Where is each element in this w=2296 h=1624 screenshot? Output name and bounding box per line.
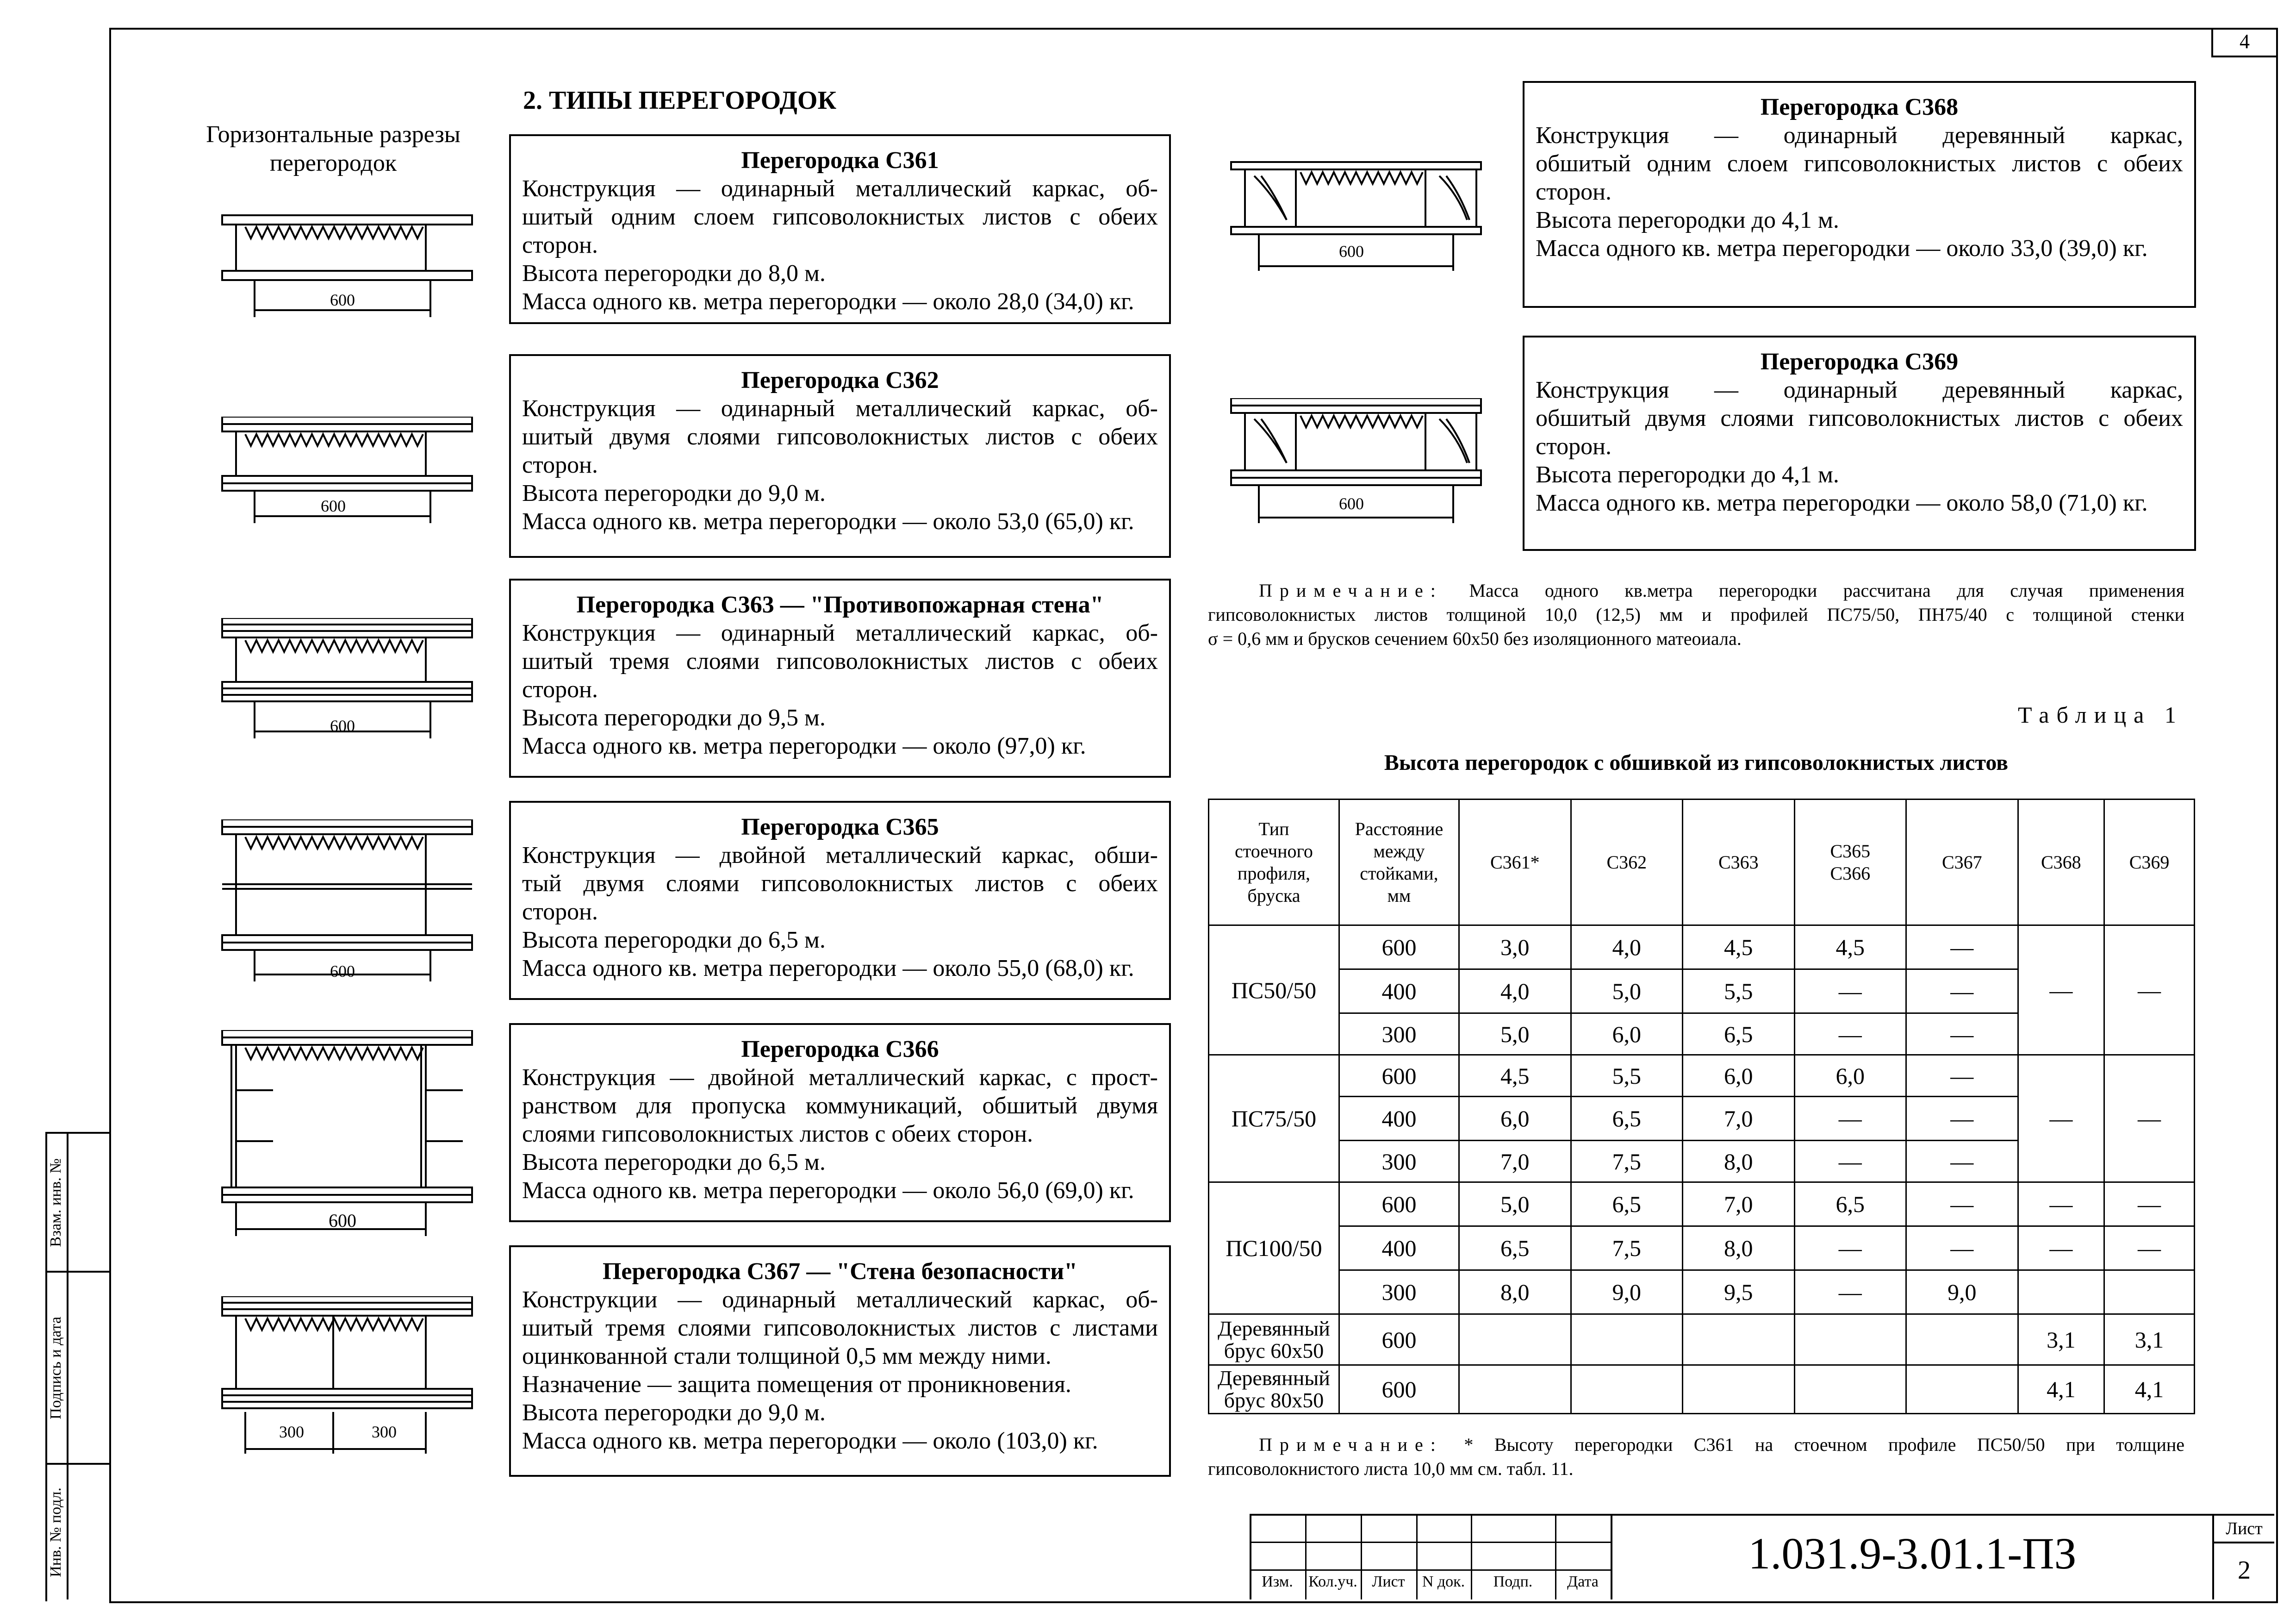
row-group-label: ПС100/50 <box>1209 1182 1339 1314</box>
svg-text:300: 300 <box>279 1423 304 1441</box>
col-header-spacing: Расстояние между стойками, мм <box>1339 800 1459 925</box>
side-stamp-inv: Инв. № подл. <box>47 1487 65 1577</box>
note-table: Примечание: * Высоту перегородки С361 на стоечном профиле ПС50/50 при толщине гипсоволокнистого листа 10,0 мм см. табл. 11. <box>1208 1434 2185 1479</box>
svg-text:600: 600 <box>330 717 355 735</box>
partition-card-c365: Перегородка С365 Конструкция — двойной металлический каркас, обши- тый двумя слоями гипсоволокнистых листов с обеих сторон. Высота перегородки до 6,5 м. Масса одного кв. метра перегородки — около 55,0 (68,0) кг. <box>509 801 1171 1000</box>
table-row: 300 8,0 9,0 9,5 — 9,0 <box>1209 1270 2195 1314</box>
partition-card-c362: Перегородка С362 Конструкция — одинарный металлический каркас, об- шитый двумя слоями гипсоволокнистых листов с обеих сторон. Высота перегородки до 9,0 м. Масса одного кв. метра перегородки — около 53,0 (65,0) кг. <box>509 354 1171 558</box>
section-sketch-c366 <box>218 1030 477 1238</box>
svg-text:600: 600 <box>1339 242 1364 261</box>
table-row: 400 6,0 6,5 7,0 — — <box>1209 1097 2195 1141</box>
col-header-c367: С367 <box>1906 800 2018 925</box>
table-row: ПС50/50 600 3,0 4,0 4,5 4,5 — — — <box>1209 925 2195 969</box>
partition-title: Перегородка С362 <box>741 367 939 394</box>
table-row: ПС100/50 600 5,0 6,5 7,0 6,5 — — — <box>1209 1182 2195 1226</box>
col-header-c369: С369 <box>2104 800 2195 925</box>
partition-title: Перегородка С365 <box>741 814 939 840</box>
note-mass: Примечание: Масса одного кв.метра перегородки рассчитана для случая применения гипсоволокнистых листов толщиной 10,0 (12,5) мм и профилей ПС75/50, ПН75/40 с толщиной стенки σ = 0,6 мм и брусков сечением 60х50 без изоляционного матеоиала. <box>1208 580 2185 649</box>
side-stamp-vzam: Взам. инв. № <box>47 1158 65 1247</box>
partition-title: Перегородка С367 — "Стена безопасности" <box>602 1258 1078 1285</box>
side-stamp-podpis: Подпись и дата <box>47 1317 64 1419</box>
table-row: 400 4,0 5,0 5,5 — — <box>1209 969 2195 1013</box>
section-sketch-c365 <box>218 819 477 986</box>
section-sketch-c369 <box>1226 398 1490 532</box>
row-group-label: ПС75/50 <box>1209 1055 1339 1182</box>
col-header-c363: С363 <box>1683 800 1795 925</box>
svg-text:600: 600 <box>1339 494 1364 513</box>
section-sketch-c361 <box>218 211 477 331</box>
svg-text:600: 600 <box>321 497 346 515</box>
col-header-profile: Тип стоечного профиля, бруска <box>1209 800 1339 925</box>
table-row: Деревянный брус 60х50 600 3,1 3,1 <box>1209 1314 2195 1365</box>
table-label: Таблица 1 <box>2018 702 2184 728</box>
document-code: 1.031.9-3.01.1-ПЗ <box>1748 1529 2077 1578</box>
table-row: 400 6,5 7,5 8,0 — — — — <box>1209 1226 2195 1270</box>
sheet-number: 2 <box>2238 1556 2251 1585</box>
section-sketch-c362 <box>218 417 477 532</box>
partition-card-c368: Перегородка С368 Конструкция — одинарный деревянный каркас, обшитый одним слоем гипсоволокнистых листов с обеих сторон. Высота перегородки до 4,1 м. Масса одного кв. метра перегородки — около 33,0 (39,0) кг. <box>1523 81 2196 308</box>
col-header-c362: С362 <box>1571 800 1683 925</box>
col-header-c365-c366: С365 С366 <box>1794 800 1906 925</box>
svg-text:300: 300 <box>372 1423 397 1441</box>
partition-title: Перегородка С366 <box>741 1036 939 1062</box>
partition-card-c367: Перегородка С367 — "Стена безопасности" Конструкции — одинарный металлический каркас, об- шитый тремя слоями гипсоволокнистых листов с листами оцинкованной стали толщиной 0,5 мм между ними. Назначение — защита помещения от проникновения. Высота перегородки до 9,0 м. Масса одного кв. метра перегородки — около (103,0) кг. <box>509 1245 1171 1477</box>
table-row: 300 7,0 7,5 8,0 — — <box>1209 1141 2195 1182</box>
section-title: 2. ТИПЫ ПЕРЕГОРОДОК <box>523 86 837 115</box>
table-row: Деревянный брус 80х50 600 4,1 4,1 <box>1209 1365 2195 1414</box>
partition-card-c361: Перегородка С361 Конструкция — одинарный металлический каркас, об- шитый одним слоем гипсоволокнистых листов с обеих сторон. Высота перегородки до 8,0 м. Масса одного кв. метра перегородки — около 28,0 (34,0) кг. <box>509 134 1171 324</box>
partition-title: Перегородка С369 <box>1760 349 1959 375</box>
sections-label: Горизонтальные разрезы перегородок <box>206 121 460 176</box>
partition-title: Перегородка С368 <box>1760 94 1959 120</box>
section-sketch-c367 <box>218 1296 477 1468</box>
row-group-label: ПС50/50 <box>1209 925 1339 1055</box>
col-header-c361: С361* <box>1459 800 1571 925</box>
partition-card-c369: Перегородка С369 Конструкция — одинарный деревянный каркас, обшитый двумя слоями гипсоволокнистых листов с обеих сторон. Высота перегородки до 4,1 м. Масса одного кв. метра перегородки — около 58,0 (71,0) кг. <box>1523 336 2196 551</box>
row-group-label: Деревянный брус 60х50 <box>1209 1314 1339 1365</box>
title-block: Изм. Кол.уч. Лист N док. Подп. Дата 1.031.9-3.01.1-ПЗ Лист 2 <box>1250 1514 2274 1599</box>
col-header-c368: С368 <box>2018 800 2104 925</box>
section-sketch-c368 <box>1226 157 1490 282</box>
partition-card-c363: Перегородка С363 — "Противопожарная стена" Конструкция — одинарный металлический каркас, об- шитый тремя слоями гипсоволокнистых листов с обеих сторон. Высота перегородки до 9,5 м. Масса одного кв. метра перегородки — около (97,0) кг. <box>509 579 1171 778</box>
table-title: Высота перегородок с обшивкой из гипсоволокнистых листов <box>1384 750 2009 775</box>
table-row: 300 5,0 6,0 6,5 — — <box>1209 1013 2195 1055</box>
page-number: 4 <box>2211 28 2278 57</box>
table-row: ПС75/50 600 4,5 5,5 6,0 6,0 — — — <box>1209 1055 2195 1097</box>
svg-text:600: 600 <box>330 962 355 981</box>
partition-title: Перегородка С361 <box>741 147 939 174</box>
section-sketch-c363 <box>218 618 477 743</box>
height-table <box>1208 799 2195 1414</box>
partition-card-c366: Перегородка С366 Конструкция — двойной металлический каркас, с прост- ранством для пропуска коммуникаций, обшитый двумя слоями гипсоволокнистых листов с обеих сторон. Высота перегородки до 6,5 м. Масса одного кв. метра перегородки — около 56,0 (69,0) кг. <box>509 1023 1171 1222</box>
row-group-label: Деревянный брус 80х50 <box>1209 1365 1339 1414</box>
svg-text:600: 600 <box>330 291 355 309</box>
partition-title: Перегородка С363 — "Противопожарная стена" <box>576 592 1104 618</box>
svg-text:600: 600 <box>329 1210 356 1231</box>
